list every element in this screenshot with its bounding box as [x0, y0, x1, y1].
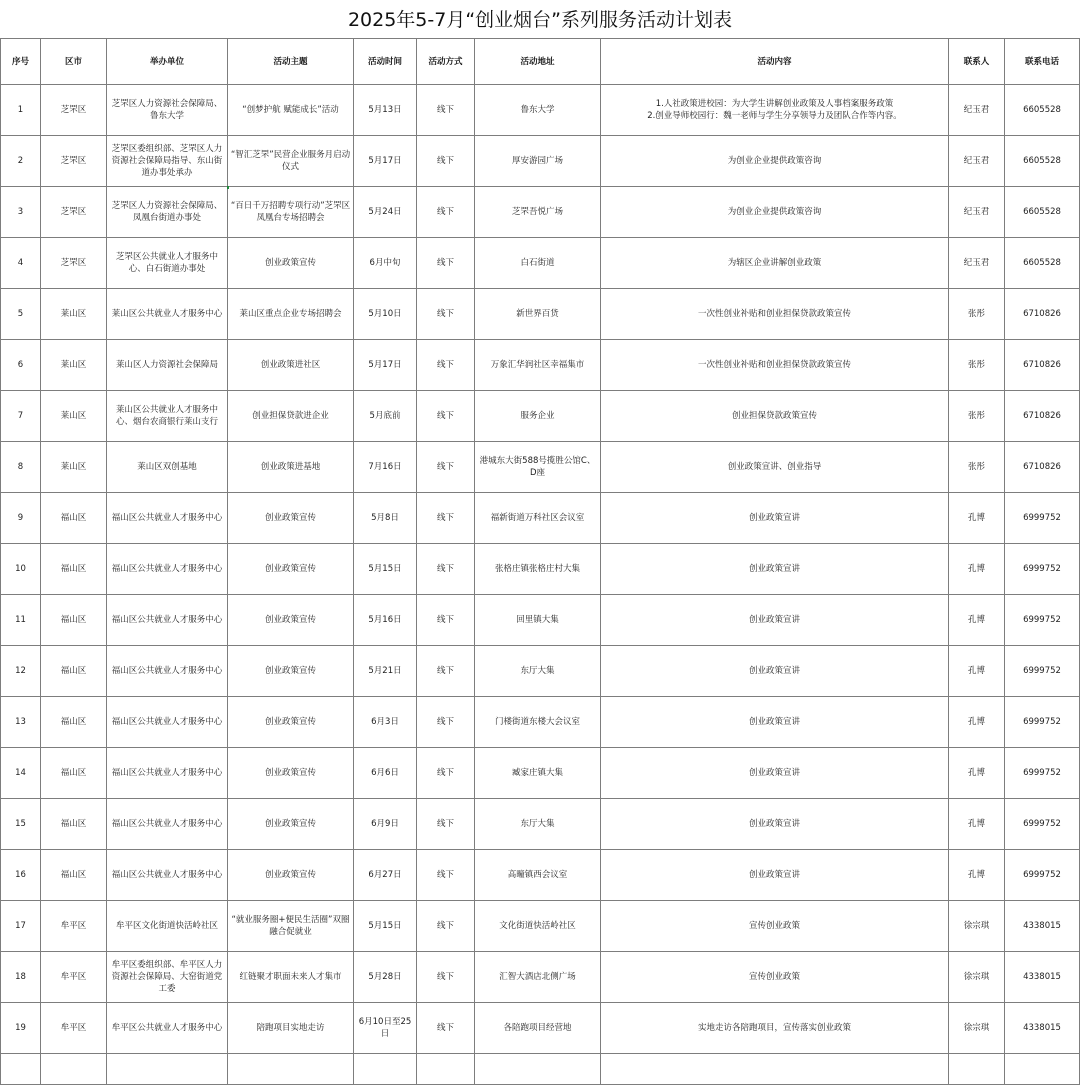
cell-time: 7月16日	[354, 442, 417, 493]
cell-district: 牟平区	[41, 952, 107, 1003]
cell-address: 东厅大集	[475, 799, 601, 850]
table-row	[1, 238, 1080, 289]
cell-contact: 纪玉君	[949, 85, 1005, 136]
cell-address: 万象汇华润社区幸福集市	[475, 340, 601, 391]
cell-address: 各陪跑项目经营地	[475, 1003, 601, 1054]
table-row	[1, 799, 1080, 850]
cell-theme: 创业政策宣传	[228, 238, 354, 289]
cell-time: 6月10日至25日	[354, 1003, 417, 1054]
cell-address: 回里镇大集	[475, 595, 601, 646]
cell-org: 牟平区委组织部、牟平区人力资源社会保障局、大窑街道党工委	[107, 952, 228, 1003]
cell-theme: 创业政策宣传	[228, 799, 354, 850]
cell-contact: 张彤	[949, 340, 1005, 391]
cell-phone: 6605528	[1005, 136, 1080, 187]
cell-no: 5	[1, 289, 41, 340]
cell-no: 11	[1, 595, 41, 646]
cell-contact: 徐宗琪	[949, 901, 1005, 952]
cell-content: 创业政策宣讲	[601, 544, 949, 595]
cell-phone: 6605528	[1005, 238, 1080, 289]
cell-contact: 张彤	[949, 442, 1005, 493]
cell-address: 文化街道快活岭社区	[475, 901, 601, 952]
cell-time: 5月8日	[354, 493, 417, 544]
activity-plan-table	[0, 38, 1080, 1085]
cell-district: 芝罘区	[41, 136, 107, 187]
cell-no: 16	[1, 850, 41, 901]
cell-comment-marker	[227, 186, 229, 189]
cell-mode: 线下	[417, 238, 475, 289]
cell-district: 福山区	[41, 697, 107, 748]
header-cell: 活动内容	[601, 39, 949, 85]
cell-theme: “百日千万招聘专项行动”芝罘区凤凰台专场招聘会	[228, 187, 354, 238]
cell-org: 福山区公共就业人才服务中心	[107, 595, 228, 646]
cell-content: 创业政策宣讲	[601, 646, 949, 697]
cell-theme: 红链聚才职面未来人才集市	[228, 952, 354, 1003]
cell-content: 创业担保贷款政策宣传	[601, 391, 949, 442]
cell-theme: “智汇芝罘”民营企业服务月启动仪式	[228, 136, 354, 187]
cell-theme: 莱山区重点企业专场招聘会	[228, 289, 354, 340]
cell-no: 7	[1, 391, 41, 442]
cell-theme: 创业政策宣传	[228, 595, 354, 646]
cell-org: 福山区公共就业人才服务中心	[107, 646, 228, 697]
cell-address: 门楼街道东楼大会议室	[475, 697, 601, 748]
cell-content: 一次性创业补贴和创业担保贷款政策宣传	[601, 289, 949, 340]
cell-time: 5月28日	[354, 952, 417, 1003]
cell-district: 莱山区	[41, 289, 107, 340]
cell-mode: 线下	[417, 952, 475, 1003]
cell-phone: 6710826	[1005, 391, 1080, 442]
cell-no: 1	[1, 85, 41, 136]
cell-org: 牟平区文化街道快活岭社区	[107, 901, 228, 952]
cell-address: 高疃镇西会议室	[475, 850, 601, 901]
cell-theme: 创业政策宣传	[228, 748, 354, 799]
cell-content: 1.人社政策进校园：为大学生讲解创业政策及人事档案服务政策 2.创业导师校园行：魏一老师与学生分享领导力及团队合作等内容。	[601, 85, 949, 136]
cell-content: 宣传创业政策	[601, 952, 949, 1003]
cell-mode: 线下	[417, 187, 475, 238]
cell-no: 19	[1, 1003, 41, 1054]
cell-content: 为辖区企业讲解创业政策	[601, 238, 949, 289]
cell-org: 莱山区双创基地	[107, 442, 228, 493]
cell-mode: 线下	[417, 748, 475, 799]
cell-contact: 纪玉君	[949, 238, 1005, 289]
cell-no: 3	[1, 187, 41, 238]
table-row	[1, 646, 1080, 697]
cell-phone: 6605528	[1005, 85, 1080, 136]
cell-content: 实地走访各陪跑项目，宣传落实创业政策	[601, 1003, 949, 1054]
cell-time: 5月15日	[354, 544, 417, 595]
table-row	[1, 697, 1080, 748]
cell-org: 芝罘区人力资源社会保障局、凤凰台街道办事处	[107, 187, 228, 238]
cell-address: 臧家庄镇大集	[475, 748, 601, 799]
cell-org: 莱山区公共就业人才服务中心、烟台农商银行莱山支行	[107, 391, 228, 442]
cell-org: 福山区公共就业人才服务中心	[107, 544, 228, 595]
cell-district: 莱山区	[41, 442, 107, 493]
header-cell: 序号	[1, 39, 41, 85]
table-row	[1, 85, 1080, 136]
cell-mode: 线下	[417, 850, 475, 901]
cell-time: 5月24日	[354, 187, 417, 238]
cell-district: 芝罘区	[41, 238, 107, 289]
cell-no: 12	[1, 646, 41, 697]
cell-district: 福山区	[41, 748, 107, 799]
cell-theme: “就业服务圈+便民生活圈”双圈融合促就业	[228, 901, 354, 952]
cell-address: 新世界百货	[475, 289, 601, 340]
cell-phone: 6710826	[1005, 442, 1080, 493]
cell-theme: 创业政策进基地	[228, 442, 354, 493]
header-cell: 举办单位	[107, 39, 228, 85]
cell-time: 5月15日	[354, 901, 417, 952]
cell-contact: 纪玉君	[949, 187, 1005, 238]
cell-theme: 创业担保贷款进企业	[228, 391, 354, 442]
cell-time: 6月中旬	[354, 238, 417, 289]
cell-mode: 线下	[417, 340, 475, 391]
cell-mode: 线下	[417, 289, 475, 340]
cell-org: 莱山区人力资源社会保障局	[107, 340, 228, 391]
table-row	[1, 1003, 1080, 1054]
cell-mode: 线下	[417, 901, 475, 952]
header-cell: 联系电话	[1005, 39, 1080, 85]
cell-address: 东厅大集	[475, 646, 601, 697]
cell-org: 福山区公共就业人才服务中心	[107, 493, 228, 544]
cell-no: 4	[1, 238, 41, 289]
table-row	[1, 952, 1080, 1003]
cell-district: 莱山区	[41, 340, 107, 391]
cell-no: 13	[1, 697, 41, 748]
cell-mode: 线下	[417, 595, 475, 646]
cell-phone: 6999752	[1005, 799, 1080, 850]
cell-time: 5月21日	[354, 646, 417, 697]
cell-phone: 6999752	[1005, 646, 1080, 697]
cell-mode: 线下	[417, 646, 475, 697]
cell-no: 2	[1, 136, 41, 187]
cell-org: 芝罘区公共就业人才服务中心、白石街道办事处	[107, 238, 228, 289]
cell-district: 莱山区	[41, 391, 107, 442]
table-row	[1, 850, 1080, 901]
header-cell: 活动主题	[228, 39, 354, 85]
cell-org: 芝罘区人力资源社会保障局、鲁东大学	[107, 85, 228, 136]
cell-phone: 6710826	[1005, 340, 1080, 391]
table-row	[1, 493, 1080, 544]
cell-content: 宣传创业政策	[601, 901, 949, 952]
cell-time: 6月9日	[354, 799, 417, 850]
cell-content: 创业政策宣讲	[601, 748, 949, 799]
cell-contact: 孔博	[949, 697, 1005, 748]
cell-content: 创业政策宣讲	[601, 493, 949, 544]
cell-org: 福山区公共就业人才服务中心	[107, 799, 228, 850]
cell-org: 福山区公共就业人才服务中心	[107, 850, 228, 901]
cell-address: 张格庄镇张格庄村大集	[475, 544, 601, 595]
cell-mode: 线下	[417, 442, 475, 493]
cell-district: 芝罘区	[41, 187, 107, 238]
cell-mode: 线下	[417, 799, 475, 850]
cell-contact: 张彤	[949, 391, 1005, 442]
cell-district: 福山区	[41, 850, 107, 901]
cell-address: 港城东大街588号揽胜公馆C、D座	[475, 442, 601, 493]
cell-contact: 纪玉君	[949, 136, 1005, 187]
cell-district: 牟平区	[41, 901, 107, 952]
cell-address: 芝罘吾悦广场	[475, 187, 601, 238]
header-row	[1, 39, 1080, 85]
cell-time: 6月27日	[354, 850, 417, 901]
cell-no: 18	[1, 952, 41, 1003]
cell-no: 6	[1, 340, 41, 391]
cell-phone: 4338015	[1005, 901, 1080, 952]
cell-address: 白石街道	[475, 238, 601, 289]
cell-theme: 陪跑项目实地走访	[228, 1003, 354, 1054]
cell-contact: 孔博	[949, 799, 1005, 850]
cell-phone: 6999752	[1005, 697, 1080, 748]
cell-org: 福山区公共就业人才服务中心	[107, 748, 228, 799]
table-row	[1, 442, 1080, 493]
cell-time: 6月6日	[354, 748, 417, 799]
cell-content: 创业政策宣讲	[601, 595, 949, 646]
cell-org: 牟平区公共就业人才服务中心	[107, 1003, 228, 1054]
cell-phone: 6999752	[1005, 748, 1080, 799]
cell-content: 创业政策宣讲	[601, 850, 949, 901]
cell-phone: 4338015	[1005, 1003, 1080, 1054]
table-row	[1, 901, 1080, 952]
cell-time: 5月10日	[354, 289, 417, 340]
table-row	[1, 748, 1080, 799]
cell-time: 5月底前	[354, 391, 417, 442]
cell-contact: 孔博	[949, 748, 1005, 799]
cell-mode: 线下	[417, 493, 475, 544]
cell-mode: 线下	[417, 697, 475, 748]
cell-phone: 6999752	[1005, 544, 1080, 595]
table-row	[1, 187, 1080, 238]
cell-phone: 6999752	[1005, 493, 1080, 544]
cell-phone: 4338015	[1005, 952, 1080, 1003]
cell-org: 福山区公共就业人才服务中心	[107, 697, 228, 748]
cell-mode: 线下	[417, 85, 475, 136]
cell-address: 服务企业	[475, 391, 601, 442]
cell-theme: 创业政策宣传	[228, 850, 354, 901]
cell-content: 创业政策宣讲	[601, 799, 949, 850]
cell-phone: 6710826	[1005, 289, 1080, 340]
cell-contact: 孔博	[949, 646, 1005, 697]
cell-contact: 张彤	[949, 289, 1005, 340]
cell-org: 莱山区公共就业人才服务中心	[107, 289, 228, 340]
cell-mode: 线下	[417, 544, 475, 595]
table-row	[1, 340, 1080, 391]
cell-mode: 线下	[417, 1003, 475, 1054]
cell-org: 芝罘区委组织部、芝罘区人力资源社会保障局指导、东山街道办事处承办	[107, 136, 228, 187]
cell-content: 创业政策宣讲、创业指导	[601, 442, 949, 493]
cell-content: 一次性创业补贴和创业担保贷款政策宣传	[601, 340, 949, 391]
cell-no: 17	[1, 901, 41, 952]
cell-address: 福新街道万科社区会议室	[475, 493, 601, 544]
cell-theme: 创业政策宣传	[228, 493, 354, 544]
cell-district: 牟平区	[41, 1003, 107, 1054]
table-row	[1, 544, 1080, 595]
cell-contact: 徐宗琪	[949, 1003, 1005, 1054]
table-row	[1, 136, 1080, 187]
cell-time: 5月17日	[354, 136, 417, 187]
table-row	[1, 595, 1080, 646]
cell-time: 6月3日	[354, 697, 417, 748]
cell-mode: 线下	[417, 391, 475, 442]
cell-district: 福山区	[41, 544, 107, 595]
cell-phone: 6999752	[1005, 595, 1080, 646]
cell-time: 5月13日	[354, 85, 417, 136]
cell-theme: 创业政策宣传	[228, 697, 354, 748]
cell-no: 8	[1, 442, 41, 493]
cell-no: 9	[1, 493, 41, 544]
header-cell: 活动地址	[475, 39, 601, 85]
page-title: 2025年5-7月“创业烟台”系列服务活动计划表	[347, 9, 733, 31]
header-cell: 活动时间	[354, 39, 417, 85]
cell-district: 福山区	[41, 493, 107, 544]
cell-content: 为创业企业提供政策咨询	[601, 136, 949, 187]
cell-phone: 6999752	[1005, 850, 1080, 901]
cell-mode: 线下	[417, 136, 475, 187]
cell-address: 厚安游园广场	[475, 136, 601, 187]
cell-contact: 徐宗琪	[949, 952, 1005, 1003]
header-cell: 活动方式	[417, 39, 475, 85]
cell-theme: 创业政策进社区	[228, 340, 354, 391]
cell-contact: 孔博	[949, 595, 1005, 646]
cell-theme: 创业政策宣传	[228, 544, 354, 595]
cell-content: 创业政策宣讲	[601, 697, 949, 748]
cell-no: 10	[1, 544, 41, 595]
table-row	[1, 391, 1080, 442]
cell-district: 福山区	[41, 595, 107, 646]
cell-phone: 6605528	[1005, 187, 1080, 238]
cell-no: 14	[1, 748, 41, 799]
cell-district: 芝罘区	[41, 85, 107, 136]
cell-no: 15	[1, 799, 41, 850]
cell-theme: 创业政策宣传	[228, 646, 354, 697]
table-row	[1, 289, 1080, 340]
cell-content: 为创业企业提供政策咨询	[601, 187, 949, 238]
header-cell: 联系人	[949, 39, 1005, 85]
header-cell: 区市	[41, 39, 107, 85]
cell-contact: 孔博	[949, 493, 1005, 544]
cell-address: 汇智大酒店北侧广场	[475, 952, 601, 1003]
cell-district: 福山区	[41, 799, 107, 850]
cell-theme: “创梦护航 赋能成长”活动	[228, 85, 354, 136]
cell-time: 5月16日	[354, 595, 417, 646]
cell-district: 福山区	[41, 646, 107, 697]
cell-address: 鲁东大学	[475, 85, 601, 136]
cell-contact: 孔博	[949, 850, 1005, 901]
cell-contact: 孔博	[949, 544, 1005, 595]
cell-time: 5月17日	[354, 340, 417, 391]
